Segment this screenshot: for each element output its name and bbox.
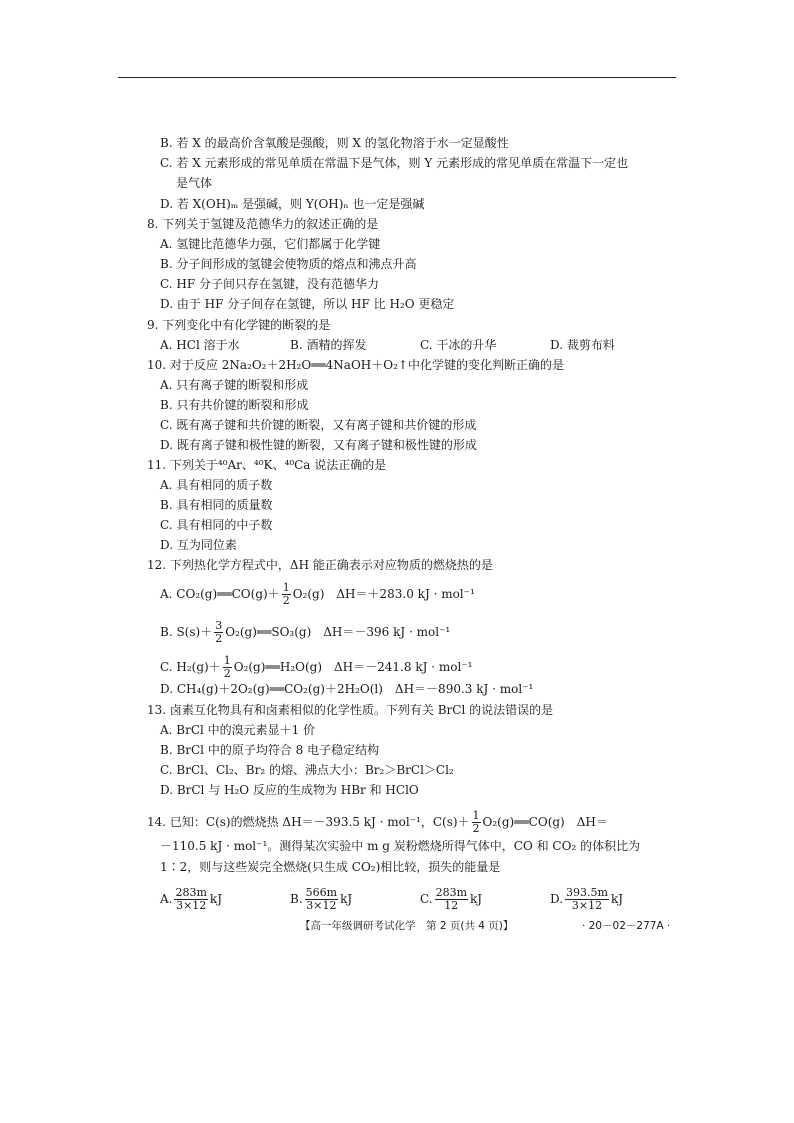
q8-option-b: B. 分子间形成的氢键会使物质的熔点和沸点升高 — [160, 257, 417, 271]
q9-option-c: C. 干冰的升华 — [420, 338, 497, 352]
q14-option-d — [550, 884, 623, 914]
header-rule — [118, 77, 676, 78]
frac-den: 2 — [223, 667, 231, 680]
q12-option-b — [160, 620, 450, 645]
q7-option-c-line2: 是气体 — [176, 176, 213, 190]
q12-c-pre: C. H₂(g)＋ — [160, 660, 221, 674]
q8-option-d: D. 由于 HF 分子间存在氢键，所以 HF 比 H₂O 更稳定 — [160, 297, 455, 311]
q14-line2: －110.5 kJ · mol⁻¹。测得某次实验中 m g 炭粉燃烧所得气体中，CO 和 CO₂ 的体积比为 — [160, 839, 641, 853]
frac-num: 1 — [282, 581, 290, 594]
q13-stem: 13. 卤素互化物具有和卤素相似的化学性质。下列有关 BrCl 的说法错误的是 — [147, 703, 554, 717]
q14-c-label: C. — [420, 892, 433, 906]
q14-l1-pre: 14. 已知：C(s)的燃烧热 ΔH＝－393.5 kJ · mol⁻¹，C(s)＋ — [147, 815, 470, 829]
q12-a-post: O₂(g) ΔH＝＋283.0 kJ · mol⁻¹ — [292, 587, 475, 601]
q11-stem: 11. 下列关于⁴⁰Ar、⁴⁰K、⁴⁰Ca 说法正确的是 — [147, 458, 387, 472]
q14-a-unit: kJ — [209, 892, 223, 906]
q13-option-a: A. BrCl 中的溴元素显＋1 价 — [160, 723, 316, 737]
q12-b-post: O₂(g)══SO₃(g) ΔH＝－396 kJ · mol⁻¹ — [225, 625, 451, 639]
frac-den: 2 — [282, 594, 290, 607]
q14-d-label: D. — [550, 892, 564, 906]
q14-option-b — [290, 884, 352, 914]
frac-den: 12 — [444, 899, 459, 912]
q11-option-a: A. 具有相同的质子数 — [160, 478, 273, 492]
q13-option-b: B. BrCl 中的原子均符合 8 电子稳定结构 — [160, 743, 380, 757]
q8-option-c: C. HF 分子间只存在氢键，没有范德华力 — [160, 277, 379, 291]
q14-b-label: B. — [290, 892, 303, 906]
q10-option-c: C. 既有离子键和共价键的断裂，又有离子键和共价键的形成 — [160, 418, 477, 432]
q7-option-c-line1: C. 若 X 元素形成的常见单质在常温下是气体，则 Y 元素形成的常见单质在常温下一定也 — [160, 156, 629, 170]
q14-a-label: A. — [160, 892, 173, 906]
q7-option-b: B. 若 X 的最高价含氧酸是强酸，则 X 的氢化物溶于水一定显酸性 — [160, 136, 509, 150]
q13-option-d: D. BrCl 与 H₂O 反应的生成物为 HBr 和 HClO — [160, 783, 419, 797]
q13-option-c: C. BrCl、Cl₂、Br₂ 的熔、沸点大小：Br₂＞BrCl＞Cl₂ — [160, 763, 454, 777]
q14-c-fraction — [435, 887, 468, 912]
q14-line1 — [147, 810, 608, 835]
q10-option-b: B. 只有共价键的断裂和形成 — [160, 398, 309, 412]
q14-a-fraction — [174, 887, 207, 912]
fraction-one-half — [472, 810, 481, 835]
q14-line3: 1∶2，则与这些炭完全燃烧(只生成 CO₂)相比较，损失的能量是 — [160, 860, 501, 874]
frac-den: 3×12 — [306, 899, 337, 912]
frac-num: 283m — [435, 886, 468, 899]
frac-den: 3×12 — [176, 899, 207, 912]
frac-den: 2 — [215, 632, 223, 645]
q9-option-d: D. 裁剪布料 — [550, 338, 615, 352]
q12-a-pre: A. CO₂(g)══CO(g)＋ — [160, 587, 280, 601]
frac-num: 566m — [305, 886, 338, 899]
fraction-one-half — [282, 582, 291, 607]
q12-option-c — [160, 655, 472, 680]
q11-option-c: C. 具有相同的中子数 — [160, 518, 273, 532]
q12-b-pre: B. S(s)＋ — [160, 625, 213, 639]
q9-stem: 9. 下列变化中有化学键的断裂的是 — [147, 318, 331, 332]
q12-c-post: O₂(g)══H₂O(g) ΔH＝－241.8 kJ · mol⁻¹ — [233, 660, 473, 674]
q12-option-a — [160, 582, 475, 607]
q10-option-a: A. 只有离子键的断裂和形成 — [160, 378, 309, 392]
frac-num: 393.5m — [566, 886, 608, 899]
q7-option-d: D. 若 X(OH)ₘ 是强碱，则 Y(OH)ₙ 也一定是强碱 — [160, 197, 425, 211]
frac-num: 1 — [223, 654, 231, 667]
q12-stem: 12. 下列热化学方程式中，ΔH 能正确表示对应物质的燃烧热的是 — [147, 558, 493, 572]
frac-den: 3×12 — [571, 899, 603, 912]
q11-option-b: B. 具有相同的质量数 — [160, 498, 273, 512]
footer-page-info: 【高一年级调研考试化学 第 2 页(共 4 页)】 — [300, 920, 514, 932]
q12-option-d: D. CH₄(g)＋2O₂(g)══CO₂(g)＋2H₂O(l) ΔH＝－890.3 kJ · mol⁻¹ — [160, 682, 534, 696]
q8-option-a: A. 氢键比范德华力强，它们都属于化学键 — [160, 237, 381, 251]
q14-d-fraction — [565, 887, 609, 912]
frac-num: 283m — [175, 886, 207, 899]
q9-option-a: A. HCl 溶于水 — [160, 338, 240, 352]
q10-option-d: D. 既有离子键和极性键的断裂，又有离子键和极性键的形成 — [160, 438, 477, 452]
fraction-one-half — [223, 655, 232, 680]
frac-den: 2 — [472, 822, 480, 835]
q8-stem: 8. 下列关于氢键及范德华力的叙述正确的是 — [147, 217, 379, 231]
fraction-three-halves — [214, 620, 223, 645]
frac-num: 3 — [215, 619, 223, 632]
footer-code: · 20－02－277A · — [582, 920, 671, 932]
q14-c-unit: kJ — [470, 892, 483, 906]
q14-option-a — [160, 884, 222, 914]
q14-d-unit: kJ — [610, 892, 624, 906]
q9-option-b: B. 酒精的挥发 — [290, 338, 367, 352]
q11-option-d: D. 互为同位素 — [160, 538, 237, 552]
q14-l1-post: O₂(g)══CO(g) ΔH＝ — [482, 815, 608, 829]
q10-stem: 10. 对于反应 2Na₂O₂＋2H₂O══4NaOH＋O₂↑中化学键的变化判断正确的是 — [147, 358, 564, 372]
q14-option-c — [420, 884, 482, 914]
frac-num: 1 — [472, 809, 480, 822]
q14-b-unit: kJ — [340, 892, 353, 906]
q14-b-fraction — [305, 887, 338, 912]
